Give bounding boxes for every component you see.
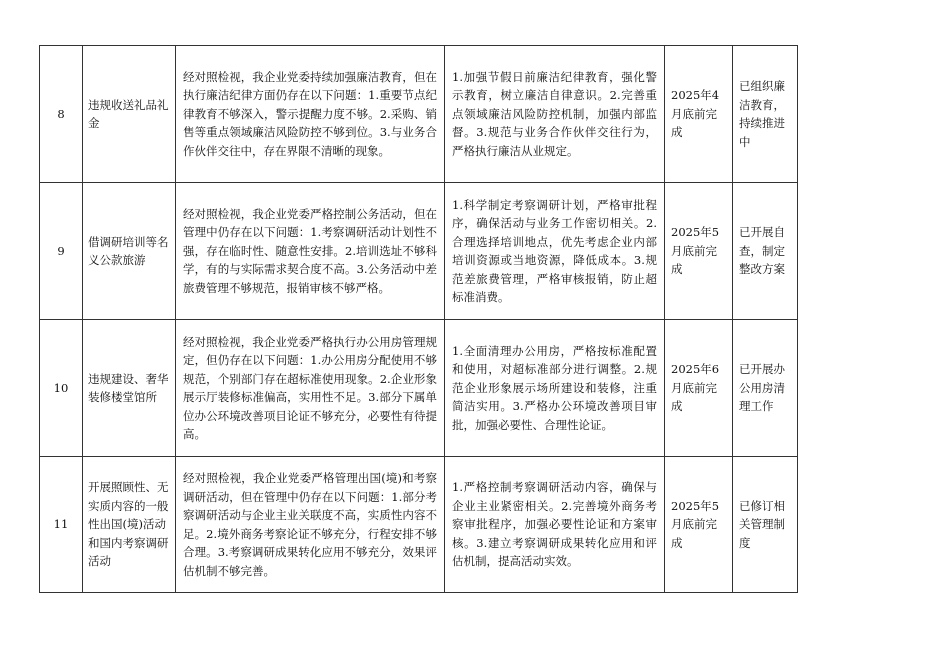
row-number: 10 <box>40 320 83 457</box>
issue-category: 借调研培训等名义公款旅游 <box>83 183 176 320</box>
progress-status: 已开展自查，制定整改方案 <box>733 183 798 320</box>
row-number: 9 <box>40 183 83 320</box>
issue-description: 经对照检视，我企业党委严格管理出国(境)和考察调研活动，但在管理中仍存在以下问题：1.部分考察调研活动与企业主业关联度不高，实质性内容不足。2.境外商务考察论证不够充分，行程安排不够合理。3.考察调研成果转化应用不够充分，效果评估机制不够完善。 <box>176 457 445 593</box>
table-row <box>40 183 798 320</box>
issue-description: 经对照检视，我企业党委持续加强廉洁教育，但在执行廉洁纪律方面仍存在以下问题：1.重要节点纪律教育不够深入，警示提醒力度不够。2.采购、销售等重点领域廉洁风险防控不够到位。3.与业务合作伙伴交往中，存在界限不清晰的现象。 <box>176 46 445 183</box>
progress-status: 已开展办公用房清理工作 <box>733 320 798 457</box>
issue-description: 经对照检视，我企业党委严格执行办公用房管理规定，但仍存在以下问题：1.办公用房分配使用不够规范，个别部门存在超标准使用现象。2.企业形象展示厅装修标准偏高，实用性不足。3.部分下属单位办公环境改善项目论证不够充分，必要性有待提高。 <box>176 320 445 457</box>
issue-category: 违规建设、奢华装修楼堂馆所 <box>83 320 176 457</box>
issue-category: 开展照顾性、无实质内容的一般性出国(境)活动和国内考察调研活动 <box>83 457 176 593</box>
completion-deadline: 2025年6月底前完成 <box>665 320 733 457</box>
issue-category: 违规收送礼品礼金 <box>83 46 176 183</box>
issue-description: 经对照检视，我企业党委严格控制公务活动，但在管理中仍存在以下问题：1.考察调研活动计划性不强，存在临时性、随意性安排。2.培训选址不够科学，有的与实际需求契合度不高。3.公务活动中差旅费管理不够规范，报销审核不够严格。 <box>176 183 445 320</box>
progress-status: 已修订相关管理制度 <box>733 457 798 593</box>
row-number: 8 <box>40 46 83 183</box>
rectification-measures: 1.全面清理办公用房，严格按标准配置和使用，对超标准部分进行调整。2.规范企业形象展示场所建设和装修，注重简洁实用。3.严格办公环境改善项目审批，加强必要性、合理性论证。 <box>445 320 665 457</box>
rectification-measures: 1.科学制定考察调研计划，严格审批程序，确保活动与业务工作密切相关。2.合理选择培训地点，优先考虑企业内部培训资源或当地资源，降低成本。3.规范差旅费管理，严格审核报销，防止超标准消费。 <box>445 183 665 320</box>
rectification-table <box>39 45 798 593</box>
progress-status: 已组织廉洁教育，持续推进中 <box>733 46 798 183</box>
completion-deadline: 2025年5月底前完成 <box>665 457 733 593</box>
table-row <box>40 46 798 183</box>
completion-deadline: 2025年4月底前完成 <box>665 46 733 183</box>
table-row <box>40 320 798 457</box>
completion-deadline: 2025年5月底前完成 <box>665 183 733 320</box>
rectification-measures: 1.严格控制考察调研活动内容，确保与企业主业紧密相关。2.完善境外商务考察审批程序，加强必要性论证和方案审核。3.建立考察调研成果转化应用和评估机制，提高活动实效。 <box>445 457 665 593</box>
table-row <box>40 457 798 593</box>
row-number: 11 <box>40 457 83 593</box>
rectification-measures: 1.加强节假日前廉洁纪律教育，强化警示教育，树立廉洁自律意识。2.完善重点领域廉洁风险防控机制，加强内部监督。3.规范与业务合作伙伴交往行为，严格执行廉洁从业规定。 <box>445 46 665 183</box>
